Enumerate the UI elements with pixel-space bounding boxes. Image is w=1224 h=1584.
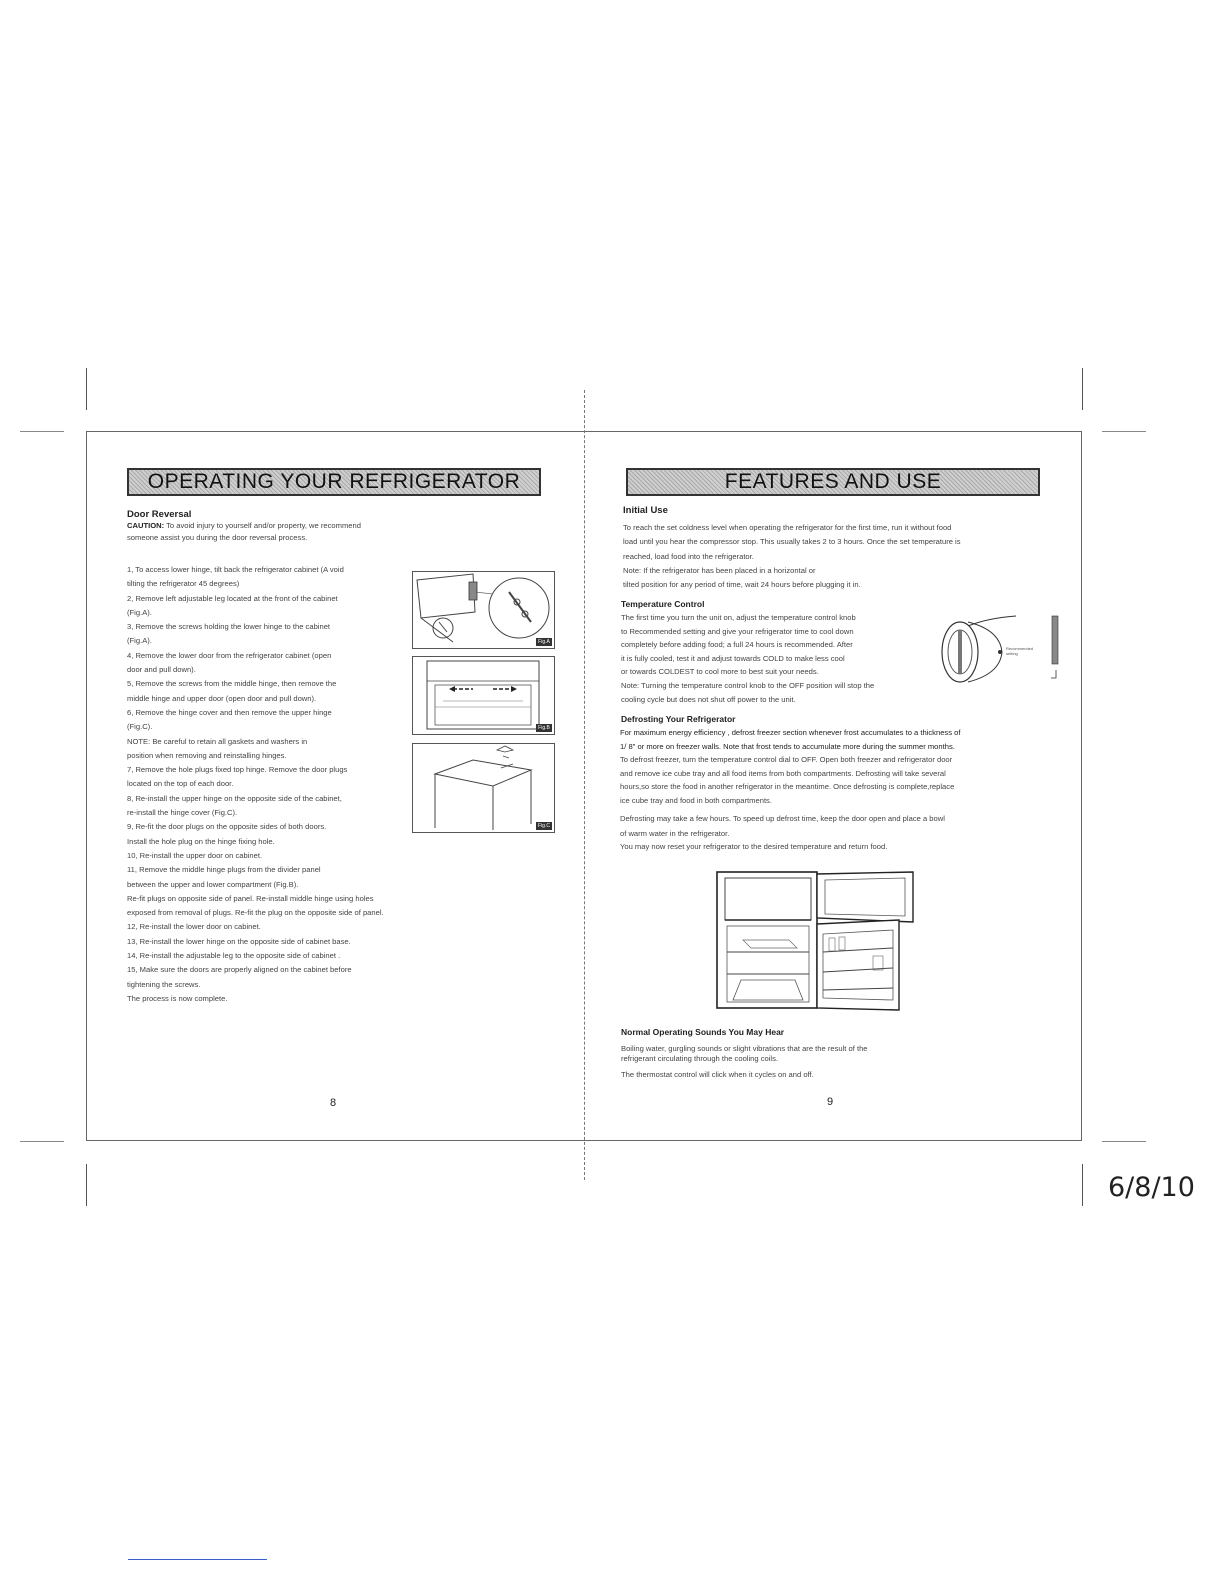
- text-line: it is fully cooled, test it and adjust towards COLD to make less cool: [621, 653, 845, 663]
- step-line: 9, Re-fit the door plugs on the opposite sides of both doors.: [127, 822, 327, 832]
- text-line: completely before adding food; a full 24 hours is recommended. After: [621, 640, 853, 650]
- step-line: 13, Re-install the lower hinge on the opposite side of cabinet base.: [127, 936, 351, 946]
- step-line: 15, Make sure the doors are properly aligned on the cabinet before: [127, 965, 352, 975]
- date-stamp: 6/8/10: [1108, 1172, 1195, 1203]
- text-line: Note: Turning the temperature control knob to the OFF position will stop the: [621, 680, 875, 690]
- caution-text: To avoid injury to yourself and/or property, we recommend: [164, 521, 361, 530]
- text-line: reached, load food into the refrigerator.: [623, 551, 754, 561]
- text-line: tilted position for any period of time, wait 24 hours before plugging it in.: [623, 580, 861, 590]
- text-line: of warm water in the refrigerator.: [620, 828, 730, 838]
- crop-mark: [20, 1141, 64, 1142]
- step-line: (Fig.A).: [127, 607, 152, 617]
- crop-mark: [1082, 368, 1083, 410]
- text-line: You may now reset your refrigerator to the desired temperature and return food.: [620, 842, 888, 852]
- right-banner: [626, 468, 1040, 496]
- page-number-left: 8: [330, 1097, 337, 1109]
- step-line: tilting the refrigerator 45 degrees): [127, 579, 240, 589]
- link-underline: [128, 1559, 267, 1560]
- fold-line: [584, 390, 585, 1180]
- text-line: For maximum energy efficiency , defrost freezer section whenever frost accumulates to a thickness of: [620, 728, 961, 737]
- step-line: NOTE: Be careful to retain all gaskets and washers in: [127, 736, 308, 746]
- open-refrigerator-illustration: [713, 868, 923, 1014]
- step-line: The process is now complete.: [127, 993, 228, 1003]
- recommended-setting-label: Recommended setting: [1006, 646, 1034, 656]
- step-line: located on the top of each door.: [127, 779, 234, 789]
- text-line: 1/ 8" or more on freezer walls. Note that frost tends to accumulate more during the summer months.: [620, 741, 955, 751]
- step-line: 4, Remove the lower door from the refrigerator cabinet (open: [127, 650, 332, 660]
- text-line: to Recommended setting and give your refrigerator time to cool down: [621, 626, 854, 636]
- left-banner: [127, 468, 541, 496]
- crop-mark: [1102, 431, 1146, 432]
- text-line: hours,so store the food in another refrigerator in the meantime. Once defrosting is complete,replace: [620, 782, 955, 792]
- text-line: The first time you turn the unit on, adjust the temperature control knob: [621, 613, 856, 622]
- text-line: Boiling water, gurgling sounds or slight vibrations that are the result of the: [621, 1044, 868, 1053]
- fig-b-tag: Fig.B: [536, 724, 552, 732]
- left-banner-title: OPERATING YOUR REFRIGERATOR: [147, 470, 521, 493]
- figure-c: [412, 743, 555, 833]
- step-line: Re-fit plugs on opposite side of panel. Re-install middle hinge using holes: [127, 893, 374, 903]
- text-line: To reach the set coldness level when operating the refrigerator for the first time, run it without food: [623, 523, 952, 532]
- caution-label: CAUTION:: [127, 521, 165, 530]
- step-line: 12, Re-install the lower door on cabinet.: [127, 922, 261, 932]
- step-line: 10, Re-install the upper door on cabinet.: [127, 850, 263, 860]
- hinge-illustration: [413, 572, 554, 648]
- text-line: Defrosting may take a few hours. To speed up defrost time, keep the door open and place a bowl: [620, 813, 945, 823]
- caution-text-2: someone assist you during the door reversal process.: [127, 533, 308, 542]
- fig-a-tag: Fig.A: [536, 638, 552, 646]
- crop-mark: [1102, 1141, 1146, 1142]
- text-line: To defrost freezer, turn the temperature control dial to OFF. Open both freezer and refrigerator door: [620, 755, 953, 765]
- step-line: 1, To access lower hinge, tilt back the refrigerator cabinet (A void: [127, 565, 344, 574]
- step-line: 14, Re-install the adjustable leg to the opposite side of cabinet .: [127, 951, 341, 961]
- top-hinge-illustration: [413, 744, 554, 832]
- defrosting-heading: Defrosting Your Refrigerator: [621, 714, 736, 724]
- crop-mark: [86, 1164, 87, 1206]
- step-line: between the upper and lower compartment (Fig.B).: [127, 879, 299, 889]
- text-line: Note: If the refrigerator has been placed in a horizontal or: [623, 565, 816, 575]
- sounds-text: [621, 1044, 961, 1080]
- text-line: and remove ice cube tray and all food items from both compartments. Defrosting will take several: [620, 768, 946, 778]
- text-line: ice cube tray and food in both compartments.: [620, 795, 772, 805]
- text-line: or towards COLDEST to cool more to best suit your needs.: [621, 667, 819, 677]
- refrigerator-figure: [713, 868, 923, 1014]
- text-line: load until you hear the compressor stop. This usually takes 2 to 3 hours. Once the set temperature is: [623, 537, 961, 547]
- step-line: 2, Remove left adjustable leg located at the front of the cabinet: [127, 593, 338, 603]
- step-line: re-install the hinge cover (Fig.C).: [127, 808, 238, 818]
- page-number-right: 9: [827, 1096, 834, 1108]
- step-line: tightening the screws.: [127, 979, 201, 989]
- step-line: middle hinge and upper door (open door and pull down).: [127, 693, 317, 703]
- divider-illustration: [413, 657, 554, 734]
- figure-a: [412, 571, 555, 649]
- sounds-heading: Normal Operating Sounds You May Hear: [621, 1027, 785, 1037]
- step-line: (Fig.C).: [127, 722, 153, 732]
- figure-b: [412, 656, 555, 735]
- step-line: 6, Remove the hinge cover and then remove the upper hinge: [127, 707, 332, 717]
- step-line: door and pull down).: [127, 665, 196, 675]
- crop-mark: [20, 431, 64, 432]
- text-line: refrigerant circulating through the cooling coils.: [621, 1054, 779, 1063]
- crop-mark: [86, 368, 87, 410]
- door-reversal-heading: Door Reversal: [127, 509, 192, 520]
- step-line: exposed from removal of plugs. Re-fit the plug on the opposite side of panel.: [127, 908, 384, 918]
- step-line: position when removing and reinstalling hinges.: [127, 750, 287, 760]
- crop-mark: [1082, 1164, 1083, 1206]
- step-line: 3, Remove the screws holding the lower hinge to the cabinet: [127, 622, 331, 632]
- step-line: 5, Remove the screws from the middle hinge, then remove the: [127, 679, 337, 689]
- step-line: 7, Remove the hole plugs fixed top hinge. Remove the door plugs: [127, 765, 348, 775]
- text-line: The thermostat control will click when it cycles on and off.: [621, 1070, 814, 1079]
- defrosting-text: [620, 726, 1060, 854]
- temperature-knob-figure: [938, 612, 1064, 692]
- fig-c-tag: Fig.C: [536, 822, 552, 830]
- temperature-control-text: [621, 611, 956, 706]
- right-banner-title: FEATURES AND USE: [724, 470, 942, 493]
- step-line: 11, Remove the middle hinge plugs from the divider panel: [127, 865, 321, 875]
- text-line: cooling cycle but does not shut off power to the unit.: [621, 694, 796, 704]
- step-line: Install the hole plug on the hinge fixing hole.: [127, 836, 275, 846]
- caution-block: [127, 520, 457, 544]
- initial-use-heading: Initial Use: [623, 505, 668, 516]
- step-line: (Fig.A).: [127, 636, 152, 646]
- initial-use-text: [623, 521, 1063, 592]
- step-line: 8, Re-install the upper hinge on the opposite side of the cabinet,: [127, 793, 342, 803]
- knob-illustration: [938, 612, 1064, 692]
- temperature-control-heading: Temperature Control: [621, 599, 705, 609]
